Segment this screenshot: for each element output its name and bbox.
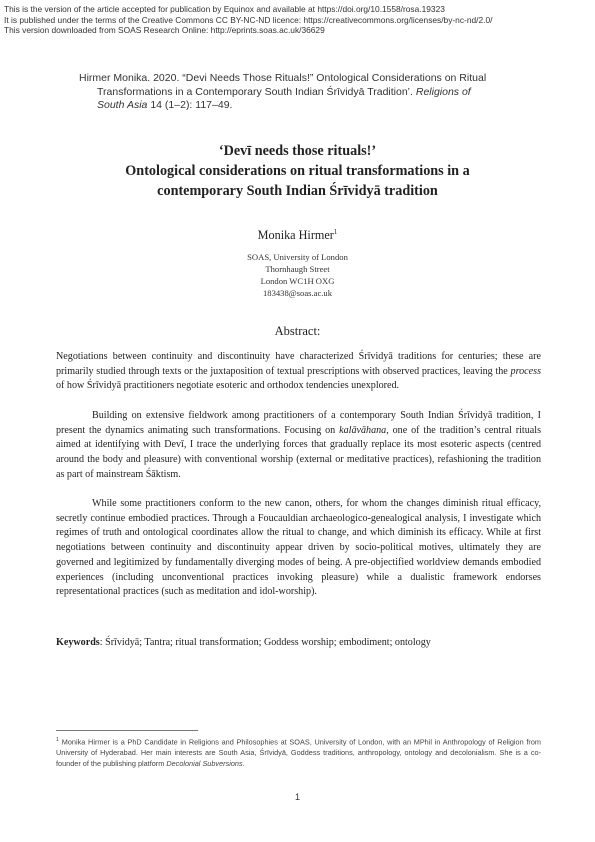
abstract-paragraph: Building on extensive fieldwork among practitioners of a contemporary South Indian Śrīvidyā tradition, I present the dynamics animating such transformations. Focusing on kalāvāhana, one of the tradition’s central rituals aimed at identifying with Devī, I trace the underlying forces that gradually replace its most esoteric aspects (centred around the body and pleasure) with conventional worship (external or meditative practices), refashioning the tradition as part of mainstream Śāktism. (56, 410, 541, 480)
abstract-heading: Abstract: (274, 324, 321, 338)
document-header (4, 4, 492, 36)
author-name: Monika Hirmer$^1$ (257, 228, 338, 243)
citation-journal-cont: South Asia (97, 99, 148, 111)
citation-line: Transformations in a Contemporary South Indian Śrīvidyā Tradition’. (97, 85, 413, 98)
citation-journal: Religions of (415, 85, 471, 98)
abstract-paragraph: Negotiations between continuity and discontinuity have characterized Śrīvidyā traditions for centuries; these are primarily studied through texts or the juxtaposition of textual prescriptions with observed practices, leaving the process of how Śrīvidyā practitioners negotiate esoteric and orthodox tendencies unexplored. (56, 351, 541, 392)
footnote: $^1$ Monika Hirmer is a PhD Candidate in Religions and Philosophies at SOAS, University of London, with an MPhil in Anthropology of Religion from University of Hyderabad. Her main interests are South Asia, Śrīvidyā, Goddess traditions, anthropology, ontology and decolonialism. She is a co-founder of the publishing platform Decolonial Subversions. (56, 737, 541, 769)
author-affiliation (0, 251, 595, 299)
citation-volume: 14 (1–2): 117–49. (150, 99, 233, 111)
keywords (56, 637, 541, 648)
affiliation-line: Thornhaugh Street (265, 264, 330, 274)
title-line: contemporary South Indian Śrīvidyā tradition (157, 183, 438, 199)
affiliation-line: London WC1H OXG (260, 276, 335, 286)
header-line: It is published under the terms of the Creative Commons CC BY-NC-ND licence: https://creativecommons.org/licenses/by-nc-nd/2.0/ (4, 14, 493, 25)
header-line: This is the version of the article accepted for publication by Equinox and available at https://doi.org/10.1558/rosa.19323 (4, 4, 445, 14)
header-line: This version downloaded from SOAS Research Online: http://eprints.soas.ac.uk/36629 (4, 25, 325, 35)
citation-line: Hirmer Monika. 2020. “Devi Needs Those Rituals!” Ontological Considerations on Ritual (79, 72, 487, 84)
author-email[interactable]: 183438@soas.ac.uk (262, 288, 332, 298)
paper-title (60, 141, 535, 201)
page-number: 1 (294, 792, 300, 802)
abstract-paragraph: While some practitioners conform to the new canon, others, for whom the changes diminish ritual efficacy, secretly continue embodied practices. Through a Foucauldian archaeologico-genealogical analysis, I investigate which regimes of truth and ontological coordinates allow the ritual to change, and which diminish its efficacy. While at first negotiations between continuity and discontinuity appear driven by socio-political motives, ultimately they are governed and legitimized by fundamentally diverging modes of being. A pre-objectified worldview demands embodied experiences (including unconventional practices invoking pleasure) while a dualistic framework endorses representational practices (such as meditation and idol-worship). (56, 498, 541, 598)
title-line: ‘Devī needs those rituals!’ (218, 143, 377, 159)
keywords-list: : Śrīvidyā; Tantra; ritual transformation; Goddess worship; embodiment; ontology (99, 637, 431, 648)
affiliation-line: SOAS, University of London (247, 252, 348, 262)
keywords-label: Keywords (56, 637, 100, 648)
footnote-divider (56, 730, 198, 731)
citation (79, 72, 549, 113)
footnote-marker: 1 (333, 228, 338, 236)
footnote-marker: 1 (56, 737, 60, 743)
title-line: Ontological considerations on ritual transformations in a (125, 163, 470, 179)
